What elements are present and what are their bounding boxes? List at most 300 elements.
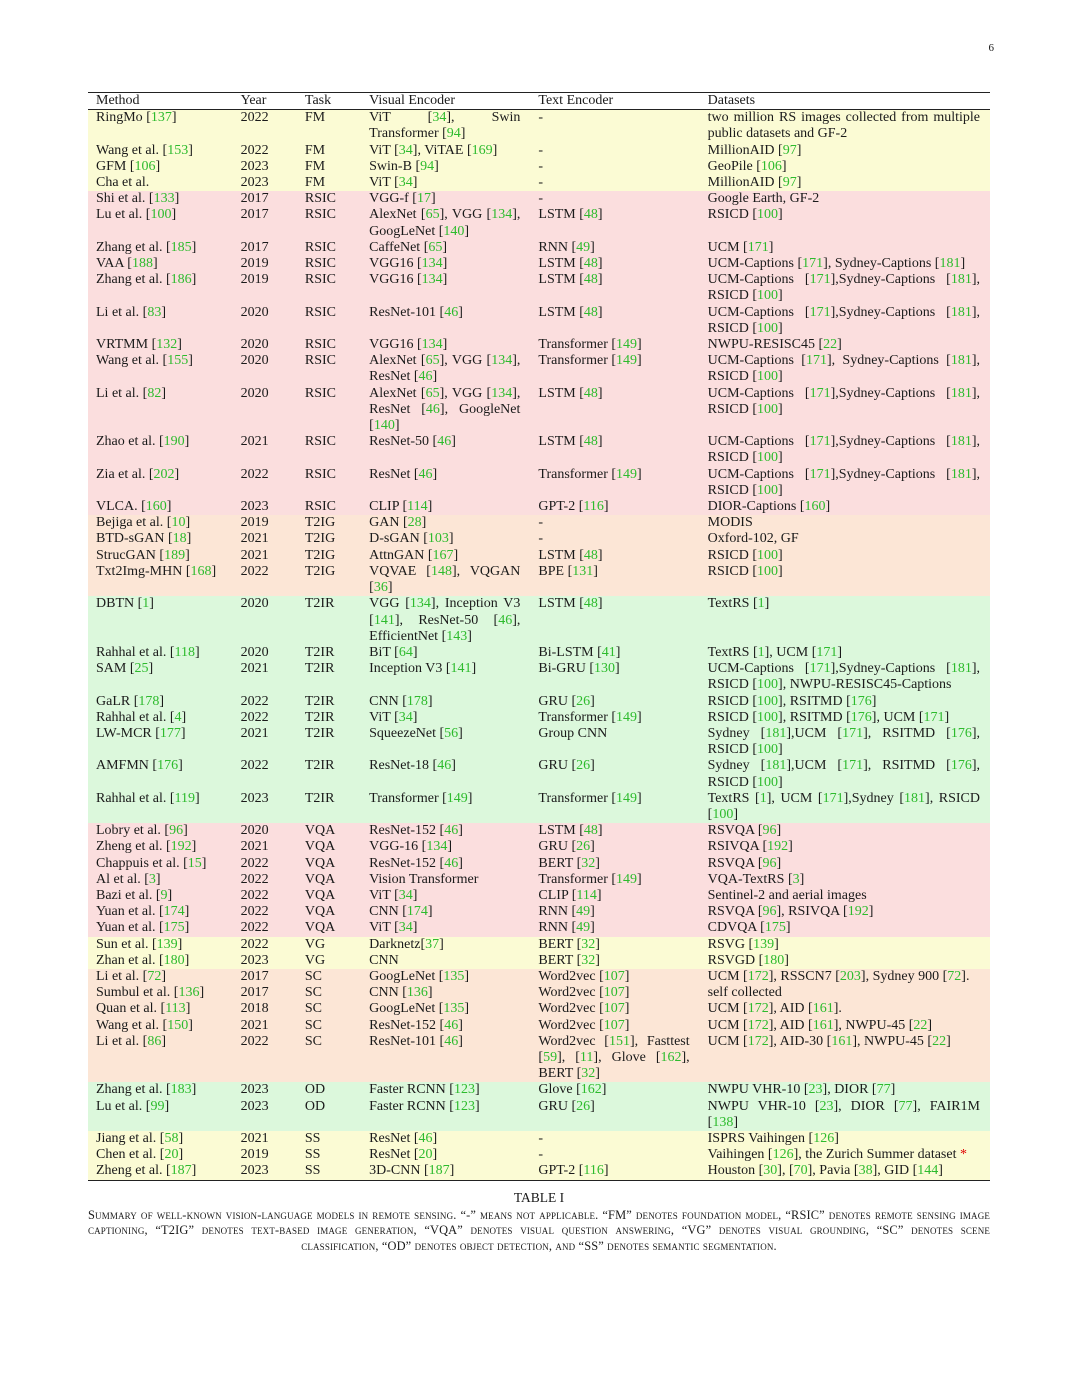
citation-ref[interactable]: 160 xyxy=(804,499,826,515)
citation-ref[interactable]: 32 xyxy=(581,855,596,871)
citation-ref[interactable]: 174 xyxy=(406,904,428,920)
citation-ref[interactable]: 190 xyxy=(163,434,185,450)
citation-ref[interactable]: 149 xyxy=(616,337,638,353)
visual-encoder-cell: VQVAE [148], VQGAN [36] xyxy=(361,564,530,596)
citation-ref[interactable]: 171 xyxy=(923,709,945,725)
visual-encoder-cell: ViT [34], Swin Transformer [94] xyxy=(361,110,530,143)
citation-ref[interactable]: 116 xyxy=(583,499,604,515)
citation-ref[interactable]: 192 xyxy=(847,904,869,920)
citation-ref[interactable]: 172 xyxy=(747,1033,769,1049)
citation-ref[interactable]: 46 xyxy=(418,466,433,482)
citation-ref[interactable]: 181 xyxy=(950,353,972,369)
method-cell: Zhang et al. [185] xyxy=(88,240,233,256)
citation-ref[interactable]: 116 xyxy=(583,1163,604,1179)
citation-ref[interactable]: 119 xyxy=(174,790,196,806)
text-encoder-cell: Transformer [149] xyxy=(530,353,699,385)
visual-encoder-cell: ViT [34] xyxy=(361,175,530,191)
citation-ref[interactable]: 130 xyxy=(594,661,616,677)
citation-ref[interactable]: 180 xyxy=(763,952,785,968)
citation-ref[interactable]: 187 xyxy=(170,1163,192,1179)
method-cell: AMFMN [176] xyxy=(88,758,233,790)
citation-ref[interactable]: 172 xyxy=(747,968,769,984)
citation-ref[interactable]: 49 xyxy=(576,904,591,920)
citation-ref[interactable]: 48 xyxy=(583,304,598,320)
header-method: Method xyxy=(88,93,233,110)
citation-ref[interactable]: 176 xyxy=(950,725,972,741)
table-row xyxy=(88,904,990,920)
citation-ref[interactable]: 20 xyxy=(418,1147,433,1163)
text-encoder-cell: RNN [49] xyxy=(530,920,699,936)
citation-ref[interactable]: 134 xyxy=(491,385,513,401)
citation-ref[interactable]: 149 xyxy=(616,466,638,482)
table-row xyxy=(88,694,990,710)
year-cell: 2017 xyxy=(233,191,297,207)
citation-ref[interactable]: 70 xyxy=(793,1163,808,1179)
citation-ref[interactable]: 189 xyxy=(164,547,186,563)
citation-ref[interactable]: 178 xyxy=(138,693,160,709)
citation-ref[interactable]: 167 xyxy=(432,547,454,563)
datasets-cell: UCM-Captions [171],Sydney-Captions [181], RSICD [100], NWPU-RESISC45-Captions xyxy=(700,661,990,693)
method-cell: Sun et al. [139] xyxy=(88,937,233,953)
year-cell: 2020 xyxy=(233,305,297,337)
citation-ref[interactable]: 46 xyxy=(418,369,433,385)
citation-ref[interactable]: 161 xyxy=(812,1001,834,1017)
citation-ref[interactable]: 186 xyxy=(170,272,192,288)
citation-ref[interactable]: 38 xyxy=(858,1163,873,1179)
citation-ref[interactable]: 48 xyxy=(583,596,598,612)
table-row xyxy=(88,1082,990,1098)
citation-ref[interactable]: 181 xyxy=(950,385,972,401)
citation-ref[interactable]: 192 xyxy=(767,839,789,855)
citation-ref[interactable]: 100 xyxy=(712,806,734,822)
citation-ref[interactable]: 140 xyxy=(443,223,465,239)
citation-ref[interactable]: 149 xyxy=(616,790,638,806)
text-encoder-cell: - xyxy=(530,191,699,207)
text-encoder-cell: Group CNN xyxy=(530,726,699,758)
citation-ref[interactable]: 34 xyxy=(398,175,413,191)
citation-ref[interactable]: 114 xyxy=(576,887,597,903)
citation-ref[interactable]: 48 xyxy=(583,823,598,839)
year-cell: 2021 xyxy=(233,1018,297,1034)
text-encoder-cell: Bi-GRU [130] xyxy=(530,661,699,693)
citation-ref[interactable]: 171 xyxy=(822,790,844,806)
citation-ref[interactable]: 17 xyxy=(416,191,431,207)
citation-ref[interactable]: 96 xyxy=(762,855,777,871)
citation-ref[interactable]: 192 xyxy=(170,839,192,855)
method-cell: Shi et al. [133] xyxy=(88,191,233,207)
citation-ref[interactable]: 72 xyxy=(947,968,962,984)
citation-ref[interactable]: 114 xyxy=(407,499,428,515)
text-encoder-cell: Word2vec [107] xyxy=(530,1018,699,1034)
citation-ref[interactable]: 161 xyxy=(831,1033,853,1049)
citation-ref[interactable]: 20 xyxy=(164,1147,179,1163)
citation-ref[interactable]: 96 xyxy=(762,823,777,839)
citation-ref[interactable]: 100 xyxy=(757,742,779,758)
citation-ref[interactable]: 113 xyxy=(165,1001,186,1017)
citation-ref[interactable]: 48 xyxy=(583,547,598,563)
task-cell: VQA xyxy=(297,823,361,839)
citation-ref[interactable]: 141 xyxy=(373,612,395,628)
citation-ref[interactable]: 161 xyxy=(812,1017,834,1033)
visual-encoder-cell: CLIP [114] xyxy=(361,499,530,515)
citation-ref[interactable]: 177 xyxy=(159,725,181,741)
year-cell: 2017 xyxy=(233,207,297,239)
citation-ref[interactable]: 139 xyxy=(753,936,775,952)
table-name: TABLE I xyxy=(513,1190,565,1205)
task-cell: OD xyxy=(297,1099,361,1131)
datasets-cell: NWPU VHR-10 [23], DIOR [77], FAIR1M [138] xyxy=(700,1099,990,1131)
citation-ref[interactable]: 175 xyxy=(163,920,185,936)
citation-ref[interactable]: 107 xyxy=(603,968,625,984)
citation-ref[interactable]: 1 xyxy=(759,790,767,806)
citation-ref[interactable]: 160 xyxy=(145,499,167,515)
citation-ref[interactable]: 34 xyxy=(398,920,413,936)
citation-ref[interactable]: 133 xyxy=(153,191,175,207)
citation-ref[interactable]: 181 xyxy=(765,758,787,774)
citation-ref[interactable]: 171 xyxy=(809,385,831,401)
citation-ref[interactable]: 181 xyxy=(950,272,972,288)
citation-ref[interactable]: 178 xyxy=(406,693,428,709)
table-caption xyxy=(88,1190,990,1254)
table-row xyxy=(88,353,990,385)
citation-ref[interactable]: 65 xyxy=(425,385,440,401)
citation-ref[interactable]: 15 xyxy=(187,855,202,871)
citation-ref[interactable]: 171 xyxy=(805,353,827,369)
citation-ref[interactable]: 148 xyxy=(430,563,452,579)
citation-ref[interactable]: 48 xyxy=(583,207,598,223)
citation-ref[interactable]: 100 xyxy=(757,774,779,790)
citation-ref[interactable]: 34 xyxy=(398,709,413,725)
citation-ref[interactable]: 83 xyxy=(147,304,162,320)
citation-ref[interactable]: 65 xyxy=(425,207,440,223)
citation-ref[interactable]: 134 xyxy=(409,596,431,612)
citation-ref[interactable]: 172 xyxy=(747,1017,769,1033)
citation-ref[interactable]: 181 xyxy=(950,434,972,450)
text-encoder-cell: LSTM [48] xyxy=(530,256,699,272)
table-row xyxy=(88,985,990,1001)
visual-encoder-cell: CNN xyxy=(361,953,530,969)
citation-ref[interactable]: 46 xyxy=(437,434,452,450)
citation-ref[interactable]: 183 xyxy=(170,1082,192,1098)
citation-ref[interactable]: 137 xyxy=(150,110,172,126)
citation-ref[interactable]: 171 xyxy=(809,434,831,450)
datasets-cell: self collected xyxy=(700,985,990,1001)
citation-ref[interactable]: 107 xyxy=(603,1017,625,1033)
citation-ref[interactable]: 9 xyxy=(160,887,168,903)
citation-ref[interactable]: 203 xyxy=(839,968,861,984)
citation-ref[interactable]: 181 xyxy=(950,661,972,677)
citation-ref[interactable]: 153 xyxy=(167,142,189,158)
citation-ref[interactable]: 100 xyxy=(757,401,779,417)
citation-ref[interactable]: 138 xyxy=(712,1114,734,1130)
citation-ref[interactable]: 48 xyxy=(583,256,598,272)
year-cell: 2021 xyxy=(233,839,297,855)
visual-encoder-cell: ResNet-101 [46] xyxy=(361,305,530,337)
citation-ref[interactable]: 96 xyxy=(169,823,184,839)
citation-ref[interactable]: 26 xyxy=(576,693,591,709)
citation-ref[interactable]: 26 xyxy=(576,839,591,855)
citation-ref[interactable]: 134 xyxy=(491,207,513,223)
citation-ref[interactable]: 34 xyxy=(398,887,413,903)
table-row xyxy=(88,110,990,143)
citation-ref[interactable]: 140 xyxy=(373,418,395,434)
citation-ref[interactable]: 136 xyxy=(178,985,200,1001)
citation-ref[interactable]: 22 xyxy=(932,1033,947,1049)
citation-ref[interactable]: 82 xyxy=(147,385,162,401)
citation-ref[interactable]: 187 xyxy=(428,1163,450,1179)
citation-ref[interactable]: 100 xyxy=(150,207,172,223)
citation-ref[interactable]: 46 xyxy=(437,758,452,774)
header-year: Year xyxy=(233,93,297,110)
citation-ref[interactable]: 22 xyxy=(823,337,838,353)
citation-ref[interactable]: 144 xyxy=(917,1163,939,1179)
datasets-cell: RSICD [100], RSITMD [176] xyxy=(700,694,990,710)
citation-ref[interactable]: 171 xyxy=(809,272,831,288)
citation-ref[interactable]: 155 xyxy=(167,353,189,369)
table-row xyxy=(88,596,990,645)
text-encoder-cell: RNN [49] xyxy=(530,240,699,256)
method-cell: Lobry et al. [96] xyxy=(88,823,233,839)
citation-ref[interactable]: 77 xyxy=(876,1082,891,1098)
citation-ref[interactable]: 171 xyxy=(809,466,831,482)
table-row xyxy=(88,758,990,790)
citation-ref[interactable]: 1 xyxy=(757,644,765,660)
task-cell: VQA xyxy=(297,856,361,872)
citation-ref[interactable]: 162 xyxy=(580,1082,602,1098)
visual-encoder-cell: CaffeNet [65] xyxy=(361,240,530,256)
citation-ref[interactable]: 181 xyxy=(765,725,787,741)
citation-ref[interactable]: 135 xyxy=(443,968,465,984)
citation-ref[interactable]: 176 xyxy=(950,758,972,774)
task-cell: RSIC xyxy=(297,207,361,239)
visual-encoder-cell: ResNet [46] xyxy=(361,467,530,499)
citation-ref[interactable]: 46 xyxy=(444,855,459,871)
citation-ref[interactable]: 64 xyxy=(398,644,413,660)
citation-ref[interactable]: 49 xyxy=(576,239,591,255)
citation-ref[interactable]: 118 xyxy=(174,644,196,660)
citation-ref[interactable]: 46 xyxy=(444,1033,459,1049)
citation-ref[interactable]: 171 xyxy=(842,758,864,774)
citation-ref[interactable]: 32 xyxy=(581,952,596,968)
citation-ref[interactable]: 94 xyxy=(420,158,435,174)
citation-ref[interactable]: 181 xyxy=(950,304,972,320)
citation-ref[interactable]: 139 xyxy=(156,936,178,952)
year-cell: 2022 xyxy=(233,872,297,888)
citation-ref[interactable]: 46 xyxy=(444,304,459,320)
citation-ref[interactable]: 46 xyxy=(444,823,459,839)
citation-ref[interactable]: 30 xyxy=(763,1163,778,1179)
visual-encoder-cell: ViT [34] xyxy=(361,888,530,904)
citation-ref[interactable]: 171 xyxy=(842,725,864,741)
method-cell: Rahhal et al. [118] xyxy=(88,645,233,661)
citation-ref[interactable]: 32 xyxy=(581,1066,596,1082)
citation-ref[interactable]: 56 xyxy=(444,725,459,741)
citation-ref[interactable]: 46 xyxy=(498,612,513,628)
text-encoder-cell: LSTM [48] xyxy=(530,596,699,645)
datasets-cell: UCM-Captions [171],Sydney-Captions [181], RSICD [100] xyxy=(700,305,990,337)
citation-ref[interactable]: 143 xyxy=(446,628,468,644)
citation-ref[interactable]: 171 xyxy=(809,661,831,677)
citation-ref[interactable]: 10 xyxy=(171,515,186,531)
text-encoder-cell: Word2vec [107] xyxy=(530,969,699,985)
text-encoder-cell: Transformer [149] xyxy=(530,710,699,726)
task-cell: RSIC xyxy=(297,191,361,207)
citation-ref[interactable]: 100 xyxy=(757,547,779,563)
citation-ref[interactable]: 25 xyxy=(134,661,149,677)
citation-ref[interactable]: 97 xyxy=(782,142,797,158)
citation-ref[interactable]: 28 xyxy=(407,515,422,531)
citation-ref[interactable]: 46 xyxy=(444,1017,459,1033)
citation-ref[interactable]: 100 xyxy=(757,288,779,304)
citation-ref[interactable]: 26 xyxy=(576,1098,591,1114)
citation-ref[interactable]: 149 xyxy=(616,353,638,369)
citation-ref[interactable]: 123 xyxy=(453,1082,475,1098)
citation-ref[interactable]: 23 xyxy=(819,1098,834,1114)
citation-ref[interactable]: 176 xyxy=(850,709,872,725)
citation-ref[interactable]: 150 xyxy=(167,1017,189,1033)
table-row xyxy=(88,1001,990,1017)
citation-ref[interactable]: 58 xyxy=(164,1131,179,1146)
citation-ref[interactable]: 171 xyxy=(816,644,838,660)
citation-ref[interactable]: 134 xyxy=(421,337,443,353)
citation-ref[interactable]: 100 xyxy=(757,693,779,709)
citation-ref[interactable]: 136 xyxy=(406,985,428,1001)
citation-ref[interactable]: 11 xyxy=(579,1049,594,1065)
citation-ref[interactable]: 97 xyxy=(782,175,797,191)
citation-ref[interactable]: 46 xyxy=(425,401,440,417)
citation-ref[interactable]: 100 xyxy=(757,677,779,693)
citation-ref[interactable]: 86 xyxy=(147,1033,162,1049)
citation-ref[interactable]: 171 xyxy=(809,304,831,320)
method-cell: Li et al. [86] xyxy=(88,1034,233,1083)
method-cell: GFM [106] xyxy=(88,159,233,175)
citation-ref[interactable]: 48 xyxy=(583,272,598,288)
citation-ref[interactable]: 77 xyxy=(898,1098,913,1114)
citation-ref[interactable]: 46 xyxy=(418,1131,433,1146)
citation-ref[interactable]: 100 xyxy=(757,450,779,466)
citation-ref[interactable]: 134 xyxy=(491,353,513,369)
citation-ref[interactable]: 100 xyxy=(757,369,779,385)
datasets-cell: MillionAID [97] xyxy=(700,175,990,191)
citation-ref[interactable]: 100 xyxy=(757,482,779,498)
citation-ref[interactable]: 162 xyxy=(660,1049,682,1065)
year-cell: 2021 xyxy=(233,531,297,547)
citation-ref[interactable]: 34 xyxy=(432,110,447,126)
citation-ref[interactable]: 65 xyxy=(428,239,443,255)
citation-ref[interactable]: 32 xyxy=(581,936,596,952)
citation-ref[interactable]: 3 xyxy=(148,871,156,887)
citation-ref[interactable]: 94 xyxy=(446,126,461,142)
citation-ref[interactable]: 106 xyxy=(760,158,782,174)
text-encoder-cell: BERT [32] xyxy=(530,937,699,953)
citation-ref[interactable]: 126 xyxy=(813,1131,835,1146)
citation-ref[interactable]: 4 xyxy=(174,709,182,725)
citation-ref[interactable]: 48 xyxy=(583,434,598,450)
citation-ref[interactable]: 100 xyxy=(757,320,779,336)
citation-ref[interactable]: 176 xyxy=(157,758,179,774)
citation-ref[interactable]: 65 xyxy=(425,353,440,369)
citation-ref[interactable]: 1 xyxy=(757,596,765,612)
citation-ref[interactable]: 185 xyxy=(170,239,192,255)
citation-ref[interactable]: 174 xyxy=(163,904,185,920)
citation-ref[interactable]: 59 xyxy=(543,1049,558,1065)
citation-ref[interactable]: 100 xyxy=(757,709,779,725)
citation-ref[interactable]: 149 xyxy=(446,790,468,806)
citation-ref[interactable]: 48 xyxy=(583,385,598,401)
citation-ref[interactable]: 26 xyxy=(576,758,591,774)
citation-ref[interactable]: 188 xyxy=(131,256,153,272)
citation-ref[interactable]: 171 xyxy=(747,239,769,255)
visual-encoder-cell: VGG-16 [134] xyxy=(361,839,530,855)
citation-ref[interactable]: 107 xyxy=(603,985,625,1001)
citation-ref[interactable]: 72 xyxy=(147,968,162,984)
citation-ref[interactable]: 103 xyxy=(427,531,449,547)
citation-ref[interactable]: 1 xyxy=(142,596,150,612)
citation-ref[interactable]: 175 xyxy=(764,920,786,936)
method-cell: DBTN [1] xyxy=(88,596,233,645)
citation-ref[interactable]: 169 xyxy=(471,142,493,158)
citation-ref[interactable]: 18 xyxy=(172,531,187,547)
text-encoder-cell: GRU [26] xyxy=(530,758,699,790)
citation-ref[interactable]: 99 xyxy=(150,1098,165,1114)
citation-ref[interactable]: 126 xyxy=(772,1147,794,1163)
citation-ref[interactable]: 151 xyxy=(608,1033,630,1049)
citation-ref[interactable]: 181 xyxy=(904,790,926,806)
citation-ref[interactable]: 168 xyxy=(190,563,212,579)
citation-ref[interactable]: 131 xyxy=(572,563,594,579)
citation-ref[interactable]: 100 xyxy=(757,207,779,223)
datasets-cell: Sentinel-2 and aerial images xyxy=(700,888,990,904)
method-cell: Li et al. [82] xyxy=(88,386,233,435)
citation-ref[interactable]: 107 xyxy=(603,1001,625,1017)
citation-ref[interactable]: 36 xyxy=(373,580,388,596)
citation-ref[interactable]: 180 xyxy=(163,952,185,968)
citation-ref[interactable]: 149 xyxy=(616,709,638,725)
citation-ref[interactable]: 49 xyxy=(576,920,591,936)
citation-ref[interactable]: 135 xyxy=(443,1001,465,1017)
citation-ref[interactable]: 171 xyxy=(802,256,824,272)
citation-ref[interactable]: 37 xyxy=(425,936,440,952)
year-cell: 2022 xyxy=(233,758,297,790)
citation-ref[interactable]: 22 xyxy=(913,1017,928,1033)
datasets-cell: UCM [171] xyxy=(700,240,990,256)
citation-ref[interactable]: 134 xyxy=(426,839,448,855)
citation-ref[interactable]: 34 xyxy=(398,142,413,158)
citation-ref[interactable]: 176 xyxy=(850,693,872,709)
citation-ref[interactable]: 202 xyxy=(153,466,175,482)
citation-ref[interactable]: 23 xyxy=(808,1082,823,1098)
citation-ref[interactable]: 181 xyxy=(939,256,961,272)
citation-ref[interactable]: 141 xyxy=(450,661,472,677)
citation-ref[interactable]: 3 xyxy=(792,871,800,887)
citation-ref[interactable]: 134 xyxy=(421,256,443,272)
citation-ref[interactable]: 149 xyxy=(616,871,638,887)
citation-ref[interactable]: 100 xyxy=(757,563,779,579)
method-cell: Chappuis et al. [15] xyxy=(88,856,233,872)
citation-ref[interactable]: 41 xyxy=(601,644,616,660)
text-encoder-cell: Word2vec [151], Fasttest [59], [11], Glove [162], BERT [32] xyxy=(530,1034,699,1083)
citation-ref[interactable]: 172 xyxy=(747,1001,769,1017)
citation-ref[interactable]: 181 xyxy=(950,466,972,482)
citation-ref[interactable]: 106 xyxy=(134,158,156,174)
task-cell: RSIC xyxy=(297,499,361,515)
year-cell: 2019 xyxy=(233,272,297,304)
citation-ref[interactable]: 123 xyxy=(453,1098,475,1114)
citation-ref[interactable]: 96 xyxy=(762,904,777,920)
citation-ref[interactable]: 132 xyxy=(156,337,178,353)
visual-encoder-cell: ViT [34], ViTAE [169] xyxy=(361,143,530,159)
citation-ref[interactable]: 134 xyxy=(421,272,443,288)
